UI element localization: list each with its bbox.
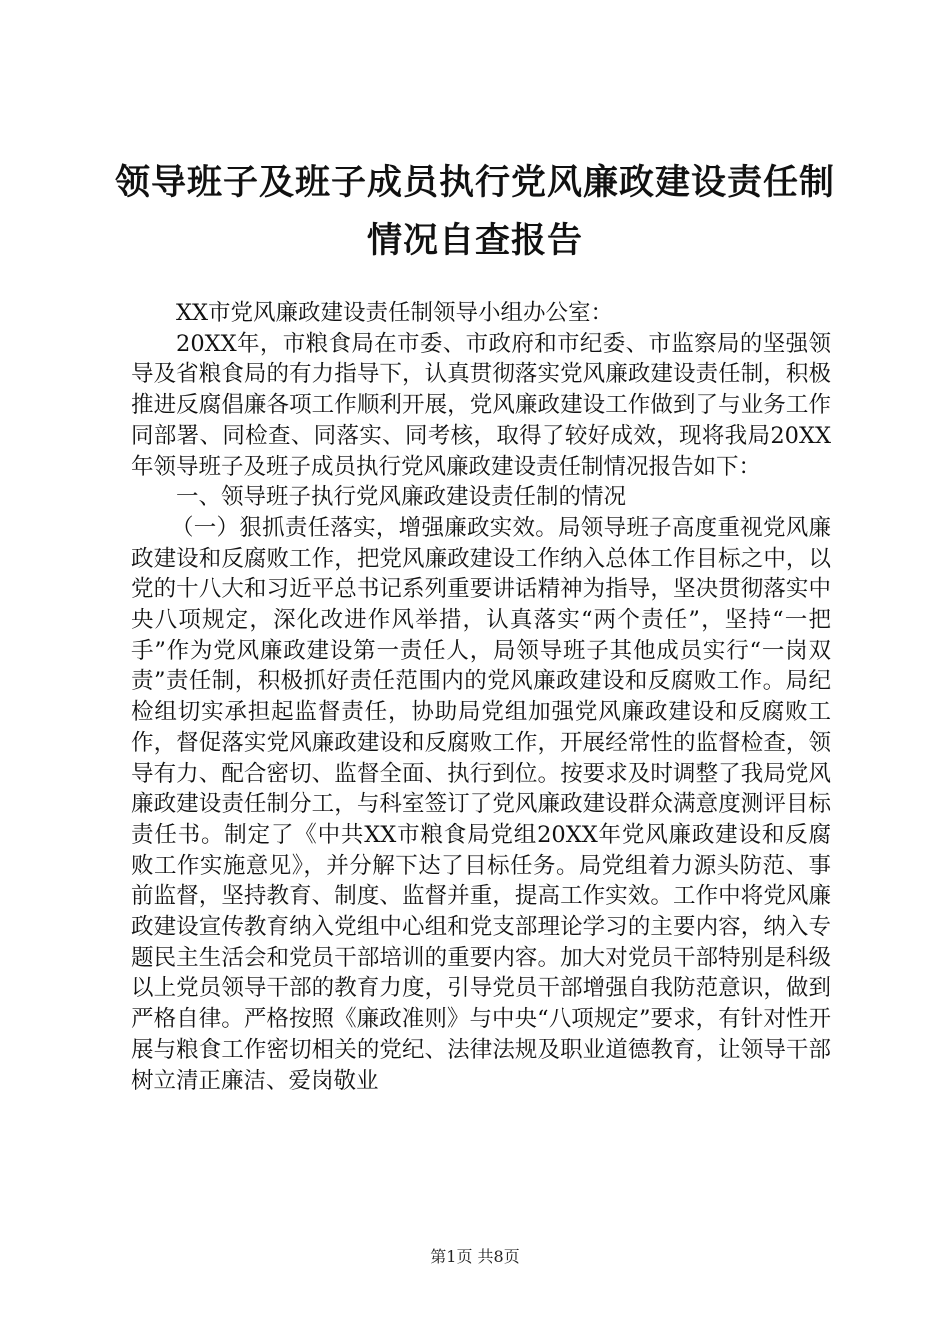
intro-paragraph: 20XX年，市粮食局在市委、市政府和市纪委、市监察局的坚强领导及省粮食局的有力指导下，认真贯彻落实党风廉政建设责任制，积极推进反腐倡廉各项工作顺利开展，党风廉政建设工作做到了与业务工作同部署、同检查、同落实、同考核，取得了较好成效，现将我局20XX年领导班子及班子成员执行党风廉政建设责任制情况报告如下： [131, 330, 831, 480]
page-number-footer: 第1页 共8页 [430, 1247, 520, 1266]
section-paragraph: （一）狠抓责任落实，增强廉政实效。局领导班子高度重视党风廉政建设和反腐败工作，把党风廉政建设工作纳入总体工作目标之中，以党的十八大和习近平总书记系列重要讲话精神为指导，坚决贯彻落实中央八项规定，深化改进作风举措，认真落实“两个责任”，坚持“一把手”作为党风廉政建设第一责任人，局领导班子其他成员实行“一岗双责”责任制，积极抓好责任范围内的党风廉政建设和反腐败工作。局纪检组切实承担起监督责任，协助局党组加强党风廉政建设和反腐败工作，督促落实党风廉政建设和反腐败工作，开展经常性的监督检查，领导有力、配合密切、监督全面、执行到位。按要求及时调整了我局党风廉政建设责任制分工，与科室签订了党风廉政建设群众满意度测评目标责任书。制定了《中共XX市粮食局党组20XX年党风廉政建设和反腐败工作实施意见》，并分解下达了目标任务。局党组着力源头防范、事前监督，坚持教育、制度、监督并重，提高工作实效。工作中将党风廉政建设宣传教育纳入党组中心组和党支部理论学习的主要内容，纳入专题民主生活会和党员干部培训的重要内容。加大对党员干部特别是科级以上党员领导干部的教育力度，引导党员干部增强自我防范意识，做到严格自律。严格按照《廉政准则》与中央“八项规定”要求，有针对性开展与粮食工作密切相关的党纪、法律法规及职业道德教育，让领导干部树立清正廉洁、爱岗敬业 [131, 514, 831, 1094]
document-body [131, 298, 831, 1096]
section-heading: 一、领导班子执行党风廉政建设责任制的情况 [176, 484, 627, 511]
document-title-line-2: 情况自查报告 [366, 220, 583, 261]
salutation: XX市党风廉政建设责任制领导小组办公室： [176, 300, 614, 326]
document-title-line-1: 领导班子及班子成员执行党风廉政建设责任制 [114, 162, 835, 203]
